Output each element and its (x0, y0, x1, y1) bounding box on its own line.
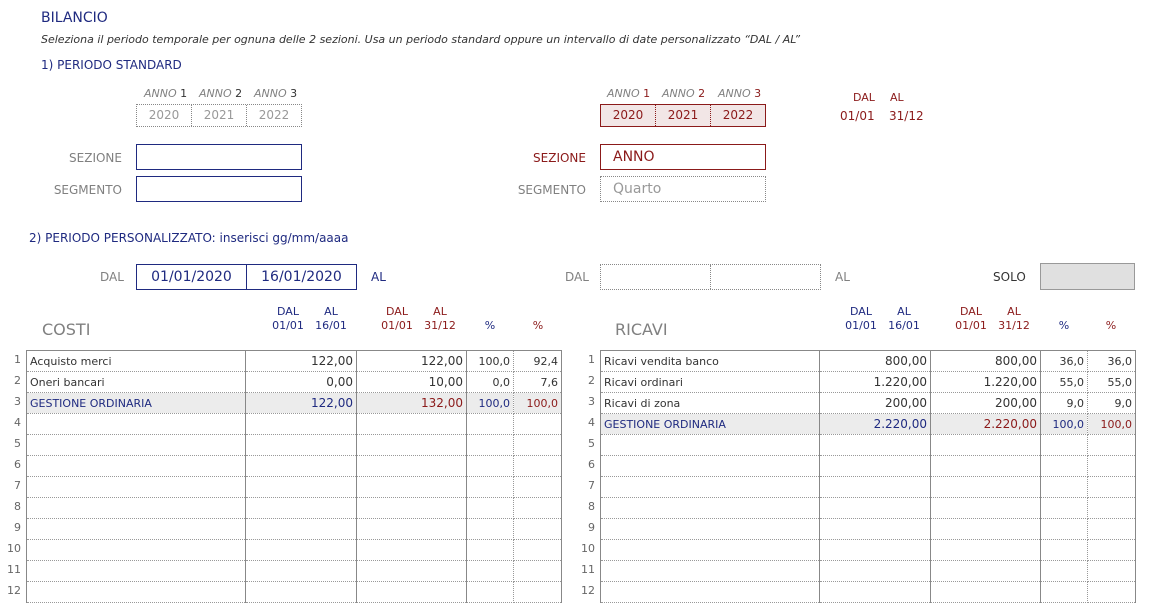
solo-label: SOLO (993, 270, 1026, 284)
costi-p1-al-header: AL 16/01 (315, 305, 347, 332)
standard-al-label: AL (890, 91, 904, 104)
row-label[interactable] (27, 414, 246, 435)
left-year-3-label: ANNO 3 (254, 87, 298, 100)
row-label[interactable]: Ricavi di zona (601, 393, 820, 414)
ricavi-pct2-header: % (1105, 319, 1117, 332)
costi-p2-al-header: AL 31/12 (424, 305, 456, 332)
row-pct-period1[interactable] (467, 540, 514, 561)
costi-table (26, 350, 562, 603)
row-value-period2[interactable] (931, 519, 1041, 540)
row-number: 9 (588, 521, 595, 534)
row-value-period2[interactable] (357, 477, 467, 498)
right-segmento-label: SEGMENTO (517, 183, 586, 197)
row-pct-period2[interactable] (514, 561, 562, 582)
row-pct-period2[interactable]: 92,4 (514, 351, 562, 372)
table-row (27, 372, 562, 393)
left-sezione-field[interactable] (136, 144, 302, 170)
row-number: 4 (588, 416, 595, 429)
row-label[interactable]: Acquisto merci (27, 351, 246, 372)
row-pct-period2[interactable] (1088, 456, 1136, 477)
page-subtitle: Seleziona il periodo temporale per ognuna delle 2 sezioni. Usa un periodo standard oppure un intervallo di date personalizzato “DAL / AL” (41, 33, 801, 46)
ricavi-pct1-header: % (1058, 319, 1070, 332)
row-pct-period1[interactable]: 100,0 (1041, 414, 1088, 435)
row-pct-period2[interactable] (514, 414, 562, 435)
costi-pct1-header: % (484, 319, 496, 332)
row-value-period1[interactable] (820, 561, 931, 582)
solo-field[interactable] (1040, 263, 1135, 290)
right-sezione-field[interactable]: ANNO (600, 144, 766, 170)
left-year-2-label: ANNO 2 (199, 87, 243, 100)
row-label[interactable] (601, 519, 820, 540)
row-pct-period2[interactable] (514, 498, 562, 519)
table-row (27, 414, 562, 435)
row-value-period2[interactable] (931, 435, 1041, 456)
row-label[interactable]: GESTIONE ORDINARIA (27, 393, 246, 414)
right-year-3[interactable]: 2022 (710, 105, 765, 126)
row-value-period2[interactable]: 10,00 (357, 372, 467, 393)
row-value-period2[interactable]: 132,00 (357, 393, 467, 414)
standard-period-heading: 1) PERIODO STANDARD (41, 58, 182, 72)
costi-p1-dal-header: DAL 01/01 (272, 305, 304, 332)
row-number: 8 (14, 500, 21, 513)
table-row (27, 561, 562, 582)
row-number: 7 (588, 479, 595, 492)
row-value-period1[interactable]: 122,00 (246, 393, 357, 414)
table-row (27, 519, 562, 540)
table-row (601, 561, 1136, 582)
row-pct-period1[interactable] (1041, 519, 1088, 540)
row-number: 2 (588, 374, 595, 387)
row-number: 7 (14, 479, 21, 492)
row-number: 10 (7, 542, 21, 555)
row-pct-period2[interactable] (1088, 582, 1136, 603)
row-label[interactable]: GESTIONE ORDINARIA (601, 414, 820, 435)
row-pct-period1[interactable] (467, 414, 514, 435)
right-segmento-field[interactable]: Quarto (600, 176, 766, 202)
row-number: 5 (588, 437, 595, 450)
row-pct-period2[interactable] (514, 435, 562, 456)
row-pct-period1[interactable]: 0,0 (467, 372, 514, 393)
row-value-period1[interactable]: 2.220,00 (820, 414, 931, 435)
row-value-period1[interactable] (246, 582, 357, 603)
right-year-selector[interactable] (600, 104, 766, 127)
row-pct-period1[interactable] (1041, 477, 1088, 498)
table-row (601, 477, 1136, 498)
table-row (601, 435, 1136, 456)
left-segmento-label: SEGMENTO (53, 183, 122, 197)
table-row (601, 351, 1136, 372)
row-pct-period2[interactable] (1088, 498, 1136, 519)
page-title: BILANCIO (41, 10, 108, 26)
costi-pct2-header: % (532, 319, 544, 332)
row-pct-period2[interactable]: 100,0 (514, 393, 562, 414)
row-number: 3 (588, 395, 595, 408)
row-label[interactable] (27, 582, 246, 603)
table-row (601, 540, 1136, 561)
row-number: 2 (14, 374, 21, 387)
row-pct-period1[interactable] (467, 519, 514, 540)
table-row (601, 456, 1136, 477)
row-value-period2[interactable] (357, 456, 467, 477)
costi-section-title: COSTI (42, 320, 91, 339)
costi-p2-dal-header: DAL 01/01 (381, 305, 413, 332)
table-row (27, 393, 562, 414)
row-value-period2[interactable]: 1.220,00 (931, 372, 1041, 393)
ricavi-table (600, 350, 1136, 603)
row-pct-period2[interactable] (514, 456, 562, 477)
row-number: 5 (14, 437, 21, 450)
row-value-period1[interactable] (820, 540, 931, 561)
row-value-period1[interactable] (246, 435, 357, 456)
right-custom-dal-input[interactable] (601, 265, 710, 289)
row-pct-period1[interactable] (467, 435, 514, 456)
row-pct-period1[interactable]: 9,0 (1041, 393, 1088, 414)
ricavi-p2-al-header: AL 31/12 (998, 305, 1030, 332)
row-label[interactable] (601, 435, 820, 456)
table-row (601, 582, 1136, 603)
row-label[interactable] (27, 435, 246, 456)
row-value-period1[interactable] (246, 519, 357, 540)
table-row (27, 582, 562, 603)
right-custom-al-label: AL (835, 270, 850, 284)
row-pct-period2[interactable] (514, 477, 562, 498)
left-custom-al-input[interactable]: 16/01/2020 (246, 265, 356, 289)
left-custom-al-label: AL (371, 270, 386, 284)
row-pct-period1[interactable]: 100,0 (467, 351, 514, 372)
row-pct-period2[interactable] (1088, 561, 1136, 582)
table-row (27, 456, 562, 477)
row-value-period2[interactable] (357, 414, 467, 435)
row-pct-period1[interactable]: 100,0 (467, 393, 514, 414)
row-label[interactable]: Ricavi ordinari (601, 372, 820, 393)
row-pct-period1[interactable]: 55,0 (1041, 372, 1088, 393)
row-number: 12 (7, 584, 21, 597)
row-label[interactable]: Oneri bancari (27, 372, 246, 393)
row-pct-period1[interactable] (1041, 561, 1088, 582)
row-value-period1[interactable] (820, 582, 931, 603)
row-value-period1[interactable]: 200,00 (820, 393, 931, 414)
row-pct-period2[interactable] (514, 540, 562, 561)
row-value-period2[interactable]: 2.220,00 (931, 414, 1041, 435)
row-label[interactable] (601, 582, 820, 603)
row-value-period2[interactable] (357, 582, 467, 603)
row-value-period2[interactable] (931, 582, 1041, 603)
row-number: 12 (581, 584, 595, 597)
row-pct-period2[interactable] (1088, 477, 1136, 498)
ricavi-p1-al-header: AL 16/01 (888, 305, 920, 332)
ricavi-p2-dal-header: DAL 01/01 (955, 305, 987, 332)
row-label[interactable] (601, 477, 820, 498)
right-custom-al-input[interactable] (710, 265, 820, 289)
row-pct-period1[interactable] (467, 477, 514, 498)
row-value-period1[interactable]: 1.220,00 (820, 372, 931, 393)
row-value-period2[interactable] (931, 456, 1041, 477)
right-sezione-label: SEZIONE (533, 151, 586, 165)
row-number: 3 (14, 395, 21, 408)
right-year-1[interactable]: 2020 (612, 108, 644, 122)
row-label[interactable] (601, 498, 820, 519)
row-value-period1[interactable] (246, 456, 357, 477)
ricavi-p1-dal-header: DAL 01/01 (845, 305, 877, 332)
row-value-period2[interactable] (931, 477, 1041, 498)
right-year-2[interactable]: 2021 (655, 105, 710, 126)
row-label[interactable] (27, 456, 246, 477)
row-pct-period1[interactable]: 36,0 (1041, 351, 1088, 372)
row-value-period2[interactable] (931, 540, 1041, 561)
standard-al-value: 31/12 (889, 109, 924, 123)
left-year-selector[interactable] (136, 104, 302, 127)
row-value-period1[interactable] (820, 456, 931, 477)
row-value-period1[interactable] (820, 435, 931, 456)
left-custom-dal-label: DAL (100, 270, 124, 284)
left-year-3[interactable]: 2022 (246, 105, 301, 126)
row-value-period2[interactable] (357, 498, 467, 519)
right-year-1-label: ANNO 1 (607, 87, 651, 100)
row-number: 6 (588, 458, 595, 471)
row-value-period2[interactable] (357, 519, 467, 540)
table-row (27, 540, 562, 561)
row-label[interactable] (27, 498, 246, 519)
row-pct-period2[interactable]: 36,0 (1088, 351, 1136, 372)
row-value-period2[interactable] (357, 435, 467, 456)
row-pct-period2[interactable]: 55,0 (1088, 372, 1136, 393)
row-value-period1[interactable] (246, 414, 357, 435)
row-pct-period2[interactable]: 7,6 (514, 372, 562, 393)
row-label[interactable] (27, 477, 246, 498)
right-year-2-label: ANNO 2 (662, 87, 706, 100)
table-row (601, 393, 1136, 414)
row-pct-period1[interactable] (1041, 435, 1088, 456)
row-number: 6 (14, 458, 21, 471)
standard-dal-label: DAL (853, 91, 875, 104)
row-label[interactable] (601, 456, 820, 477)
row-number: 10 (581, 542, 595, 555)
row-number: 11 (7, 563, 21, 576)
table-row (601, 519, 1136, 540)
row-label[interactable] (601, 540, 820, 561)
row-pct-period1[interactable] (1041, 540, 1088, 561)
table-row (601, 414, 1136, 435)
table-row (27, 498, 562, 519)
row-number: 9 (14, 521, 21, 534)
table-row (601, 372, 1136, 393)
row-value-period2[interactable]: 122,00 (357, 351, 467, 372)
left-year-1-label: ANNO 1 (144, 87, 188, 100)
row-value-period2[interactable] (357, 561, 467, 582)
row-value-period1[interactable] (246, 498, 357, 519)
table-row (601, 498, 1136, 519)
row-number: 1 (588, 353, 595, 366)
row-pct-period1[interactable] (1041, 582, 1088, 603)
row-value-period1[interactable] (820, 477, 931, 498)
row-number: 1 (14, 353, 21, 366)
row-value-period1[interactable] (820, 519, 931, 540)
row-number: 8 (588, 500, 595, 513)
row-pct-period2[interactable]: 9,0 (1088, 393, 1136, 414)
left-year-1[interactable]: 2020 (148, 108, 180, 122)
left-year-2[interactable]: 2021 (191, 105, 246, 126)
row-label[interactable]: Ricavi vendita banco (601, 351, 820, 372)
row-pct-period2[interactable] (1088, 540, 1136, 561)
row-pct-period2[interactable]: 100,0 (1088, 414, 1136, 435)
row-pct-period2[interactable] (514, 582, 562, 603)
row-pct-period1[interactable] (467, 456, 514, 477)
row-pct-period1[interactable] (1041, 498, 1088, 519)
row-value-period1[interactable] (820, 498, 931, 519)
table-row (27, 435, 562, 456)
row-pct-period1[interactable] (467, 498, 514, 519)
row-value-period1[interactable] (246, 561, 357, 582)
row-value-period2[interactable] (357, 540, 467, 561)
row-value-period2[interactable] (931, 498, 1041, 519)
left-segmento-field[interactable] (136, 176, 302, 202)
row-value-period2[interactable]: 200,00 (931, 393, 1041, 414)
row-pct-period2[interactable] (1088, 435, 1136, 456)
left-sezione-label: SEZIONE (69, 151, 122, 165)
row-label[interactable] (27, 540, 246, 561)
row-value-period2[interactable]: 800,00 (931, 351, 1041, 372)
row-number: 11 (581, 563, 595, 576)
row-pct-period1[interactable] (467, 582, 514, 603)
row-label[interactable] (27, 519, 246, 540)
ricavi-section-title: RICAVI (615, 320, 668, 339)
row-value-period1[interactable]: 0,00 (246, 372, 357, 393)
right-custom-date-range[interactable] (600, 264, 821, 290)
row-label[interactable] (601, 561, 820, 582)
right-year-3-label: ANNO 3 (718, 87, 762, 100)
row-pct-period2[interactable] (1088, 519, 1136, 540)
right-custom-dal-label: DAL (565, 270, 589, 284)
table-row (27, 477, 562, 498)
row-label[interactable] (27, 561, 246, 582)
row-value-period1[interactable]: 800,00 (820, 351, 931, 372)
row-pct-period2[interactable] (514, 519, 562, 540)
left-custom-dal-input[interactable]: 01/01/2020 (151, 269, 232, 285)
row-value-period1[interactable] (246, 540, 357, 561)
row-pct-period1[interactable] (1041, 456, 1088, 477)
row-number: 4 (14, 416, 21, 429)
row-value-period1[interactable] (246, 477, 357, 498)
table-row (27, 351, 562, 372)
left-custom-date-range[interactable] (136, 264, 357, 290)
row-value-period2[interactable] (931, 561, 1041, 582)
row-value-period1[interactable]: 122,00 (246, 351, 357, 372)
row-pct-period1[interactable] (467, 561, 514, 582)
custom-period-heading: 2) PERIODO PERSONALIZZATO: inserisci gg/mm/aaaa (29, 231, 349, 245)
standard-dal-value: 01/01 (840, 109, 875, 123)
